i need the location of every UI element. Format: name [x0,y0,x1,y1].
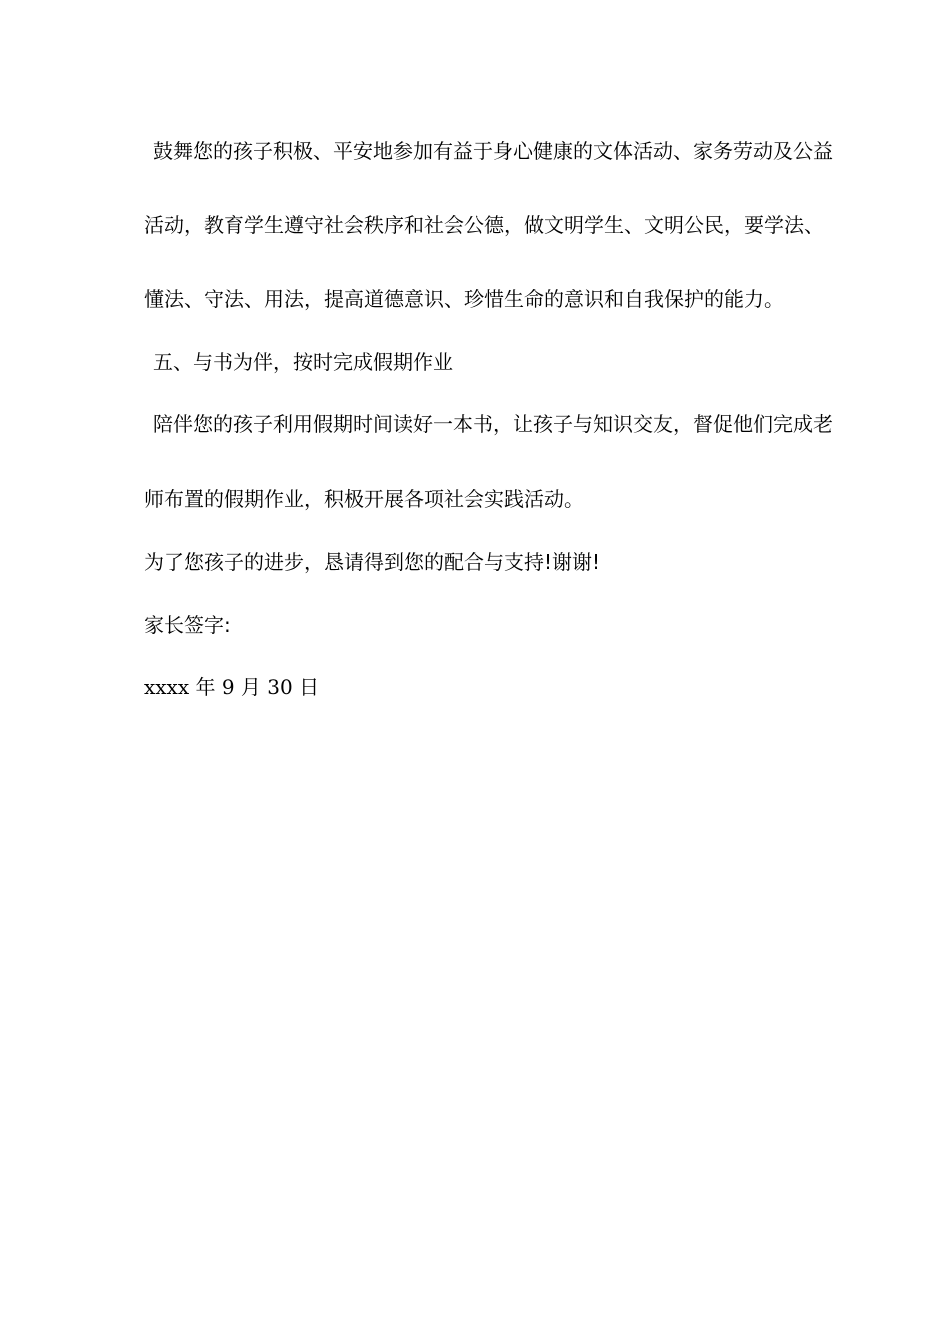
date-line: xxxx 年 9 月 30 日 [144,675,320,699]
paragraph-1-line-1: 鼓舞您的孩子积极、平安地参加有益于身心健康的文体活动、家务劳动及公益 [153,139,833,163]
paragraph-1-line-3: 懂法、守法、用法，提高道德意识、珍惜生命的意识和自我保护的能力。 [144,287,784,311]
signature-label: 家长签字: [144,613,231,637]
section-5-line-1: 陪伴您的孩子利用假期时间读好一本书，让孩子与知识交友，督促他们完成老 [153,412,833,436]
section-5-heading: 五、与书为伴，按时完成假期作业 [153,350,453,374]
closing-text: 为了您孩子的进步，恳请得到您的配合与支持!谢谢! [144,550,601,574]
paragraph-1-line-2: 活动，教育学生遵守社会秩序和社会公德，做文明学生、文明公民，要学法、 [144,213,824,237]
section-5-line-2: 师布置的假期作业，积极开展各项社会实践活动。 [144,487,584,511]
